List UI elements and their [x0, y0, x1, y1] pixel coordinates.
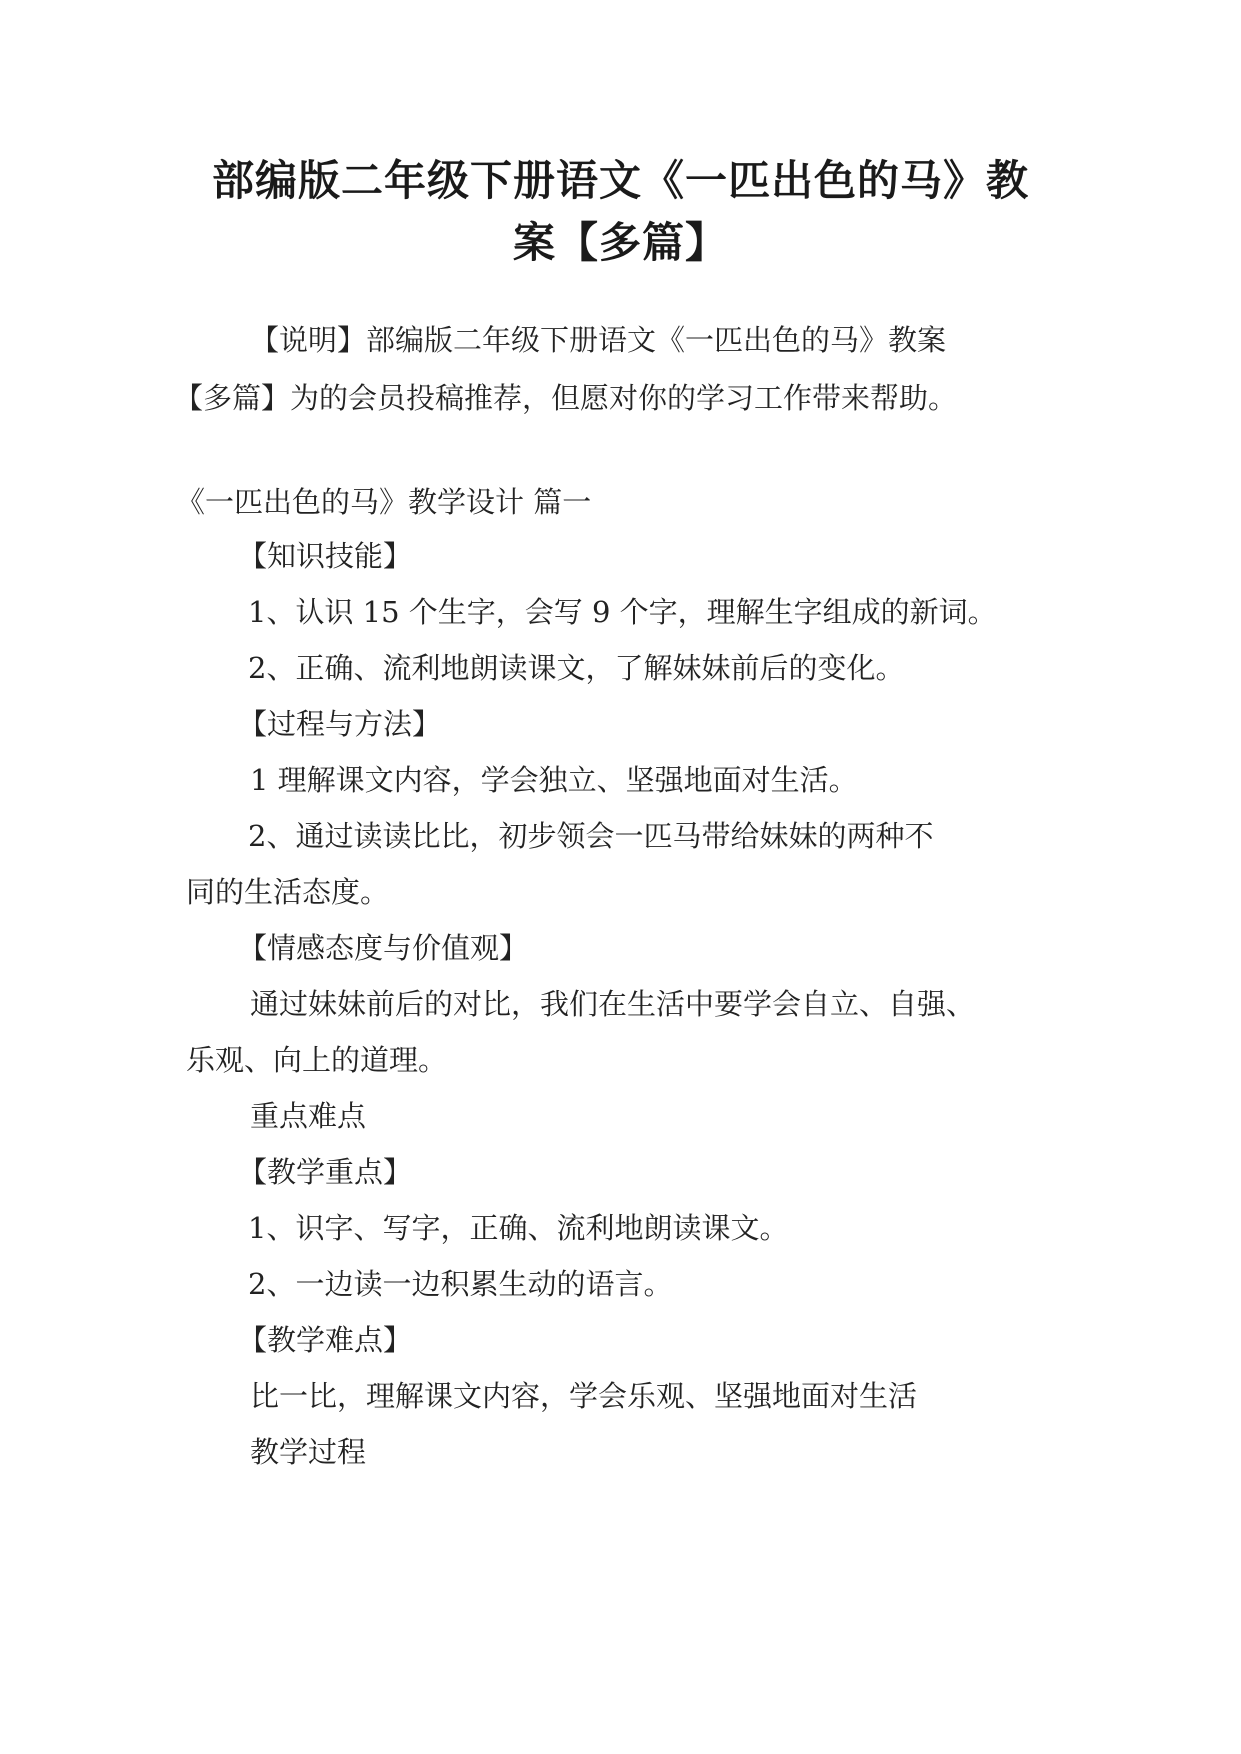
section-heading: 《一匹出色的马》教学设计 篇一: [176, 485, 592, 519]
list-item: 2、通过读读比比，初步领会一匹马带给妹妹的两种不: [248, 819, 934, 853]
paragraph-line: 比一比，理解课文内容，学会乐观、坚强地面对生活: [250, 1379, 918, 1413]
list-item: 2、正确、流利地朗读课文，了解妹妹前后的变化。: [248, 651, 905, 685]
heading-emotion-values: 【情感态度与价值观】: [238, 931, 529, 965]
title-line-2: 案【多篇】: [512, 218, 728, 267]
heading-teaching-process: 教学过程: [250, 1435, 367, 1469]
heading-teaching-focus: 【教学重点】: [238, 1155, 413, 1189]
heading-teaching-difficulty: 【教学难点】: [238, 1323, 413, 1357]
heading-process-methods: 【过程与方法】: [238, 707, 442, 741]
list-item-continuation: 同的生活态度。: [186, 875, 390, 909]
document-title: [180, 150, 1061, 274]
paragraph-line-continuation: 乐观、向上的道理。: [186, 1043, 448, 1077]
paragraph-line: 通过妹妹前后的对比，我们在生活中要学会自立、自强、: [250, 987, 976, 1021]
heading-key-difficulties: 重点难点: [250, 1099, 367, 1133]
intro-line-1: 【说明】部编版二年级下册语文《一匹出色的马》教案: [250, 323, 947, 357]
list-item: 1 理解课文内容，学会独立、坚强地面对生活。: [250, 763, 858, 797]
list-item: 2、一边读一边积累生动的语言。: [248, 1267, 673, 1301]
list-item: 1、识字、写字，正确、流利地朗读课文。: [248, 1211, 789, 1245]
intro-line-2: 【多篇】为的会员投稿推荐，但愿对你的学习工作带来帮助。: [174, 381, 958, 415]
list-item: 1、认识 15 个生字，会写 9 个字，理解生字组成的新词。: [248, 595, 997, 629]
title-line-1: 部编版二年级下册语文《一匹出色的马》教: [211, 156, 1029, 205]
heading-knowledge-skills: 【知识技能】: [238, 539, 413, 573]
